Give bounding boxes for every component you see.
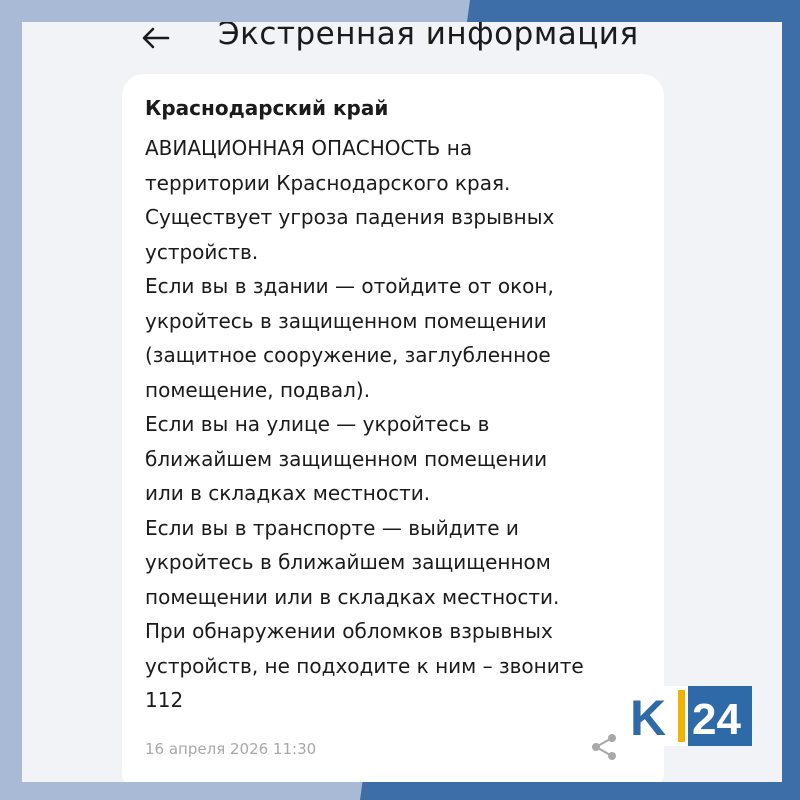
alert-message-line: помещение, подвал). <box>145 377 371 402</box>
alert-message-line: Существует угроза падения взрывных <box>145 205 555 229</box>
alert-message-line: Если вы на улице — укройтесь в <box>145 412 490 436</box>
page-title: Экстренная информация <box>218 22 639 52</box>
alert-message-line: укройтесь в ближайшем защищенном <box>145 550 551 574</box>
alert-card <box>122 74 667 782</box>
alert-message-line: устройств. <box>145 239 259 264</box>
alert-region: Краснодарский край <box>145 96 389 120</box>
k24-logo <box>620 686 752 746</box>
logo-number: 24 <box>692 695 741 744</box>
app-screen <box>22 22 782 782</box>
alert-message-line: укройтесь в защищенном помещении <box>145 308 547 333</box>
alert-message-line: Если вы в здании — отойдите от окон, <box>145 274 554 298</box>
alert-message-line: территории Краснодарского края. <box>145 170 511 195</box>
logo-letter: K <box>630 690 667 746</box>
alert-message <box>145 131 645 718</box>
alert-message-line: АВИАЦИОННАЯ ОПАСНОСТЬ на <box>145 136 473 160</box>
alert-message-line: 112 <box>145 688 184 712</box>
logo-divider <box>678 690 685 742</box>
arrow-left-icon[interactable] <box>140 26 172 50</box>
alert-message-line: Если вы в транспорте — выйдите и <box>145 515 519 540</box>
share-icon[interactable] <box>589 732 619 762</box>
app-header <box>22 22 782 72</box>
alert-message-line: или в складках местности. <box>145 481 431 505</box>
alert-message-line: При обнаружении обломков взрывных <box>145 619 553 643</box>
alert-timestamp: 16 апреля 2026 11:30 <box>145 740 317 758</box>
alert-message-line: помещении или в складках местности. <box>145 584 560 609</box>
alert-message-line: (защитное сооружение, заглубленное <box>145 343 551 367</box>
alert-message-line: ближайшем защищенном помещении <box>145 446 548 471</box>
alert-message-line: устройств, не подходите к ним – звоните <box>145 653 584 678</box>
